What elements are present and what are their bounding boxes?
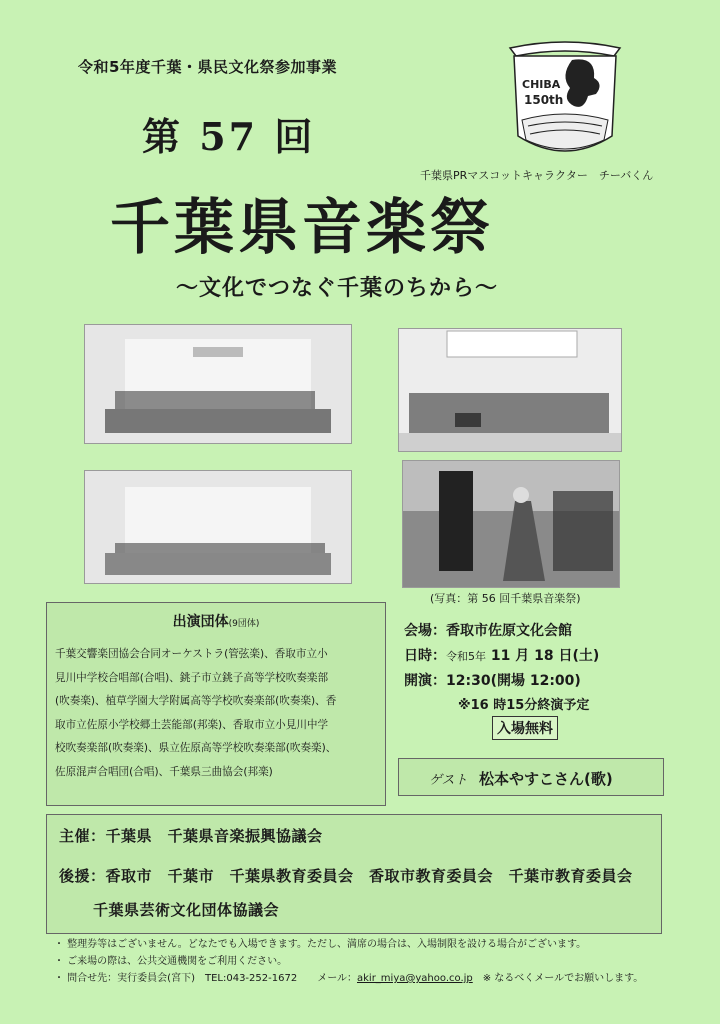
catchphrase: 〜文化でつなぐ千葉のちから〜 [176, 276, 499, 301]
admission-free-badge: 入場無料 [492, 716, 558, 740]
performers-line: 校吹奏楽部(吹奏楽)、県立佐原高等学校吹奏楽部(吹奏楽)、 [55, 742, 337, 755]
event-series-subtitle: 令和5年度千葉・県民文化祭参加事業 [78, 58, 337, 76]
date-main: 11 月 18 日(土) [486, 648, 600, 664]
contact-suffix: ※ なるべくメールでお願いします。 [472, 973, 644, 984]
date-label: 日時： [404, 648, 446, 664]
photo-ensemble-stage [84, 470, 352, 584]
performers-list [55, 643, 379, 785]
end-time: ※16 時15分終演予定 [458, 698, 590, 713]
contact-line [54, 970, 643, 987]
performers-line: 取市立佐原小学校郷土芸能部(邦楽)、香取市立小見川中学 [55, 718, 329, 731]
performers-box [46, 602, 386, 806]
note-line: ・ ご来場の際は、公共交通機関をご利用ください。 [54, 956, 288, 967]
logo-chiba-text: CHIBA [522, 78, 561, 91]
photo-caption: (写真：第 56 回千葉県音楽祭) [430, 592, 581, 605]
edition-number: 第 57 回 [142, 114, 316, 159]
notes [54, 936, 643, 987]
supporting-organizations: 後援：香取市 千葉市 千葉県教育委員会 香取市教育委員会 千葉市教育委員会 [59, 867, 633, 885]
photo-choir-stage [398, 328, 622, 452]
performers-line: 見川中学校合唱部(合唱)、銚子市立銚子高等学校吹奏楽部 [55, 671, 329, 684]
venue: 会場：香取市佐原文化会館 [404, 623, 572, 639]
guest-name: 松本やすこさん(歌) [479, 770, 613, 788]
supporting-organizations-2: 千葉県芸術文化団体協議会 [93, 901, 280, 919]
photo-orchestra-stage [84, 324, 352, 444]
host-organizers: 主催：千葉県 千葉県音楽振興協議会 [59, 827, 323, 845]
date-era: 令和5年 [446, 650, 486, 663]
mascot-caption: 千葉県PRマスコットキャラクター チーバくん [420, 169, 654, 182]
photo-singer-with-orchestra [402, 460, 620, 588]
guest-label: ゲスト [429, 773, 468, 788]
guest-box [398, 758, 664, 796]
start-time: 開演：12:30(開場 12:00) [404, 673, 581, 689]
performers-count: (9団体) [228, 619, 260, 629]
festival-title: 千葉県音楽祭 [110, 193, 494, 263]
contact-email-link[interactable]: akir_miya@yahoo.co.jp [357, 973, 473, 984]
logo-150th-text: 150th [524, 93, 564, 107]
note-line: ・ 整理券等はございません。どなたでも入場できます。ただし、満席の場合は、入場制限を設ける場合がございます。 [54, 939, 587, 950]
performers-title [47, 611, 385, 631]
performers-line: 千葉交響楽団協会合同オーケストラ(管弦楽)、香取市立小 [55, 648, 328, 660]
organizers-box [46, 814, 662, 934]
chiba-150th-logo [500, 36, 630, 168]
performers-title-text: 出演団体 [172, 614, 229, 630]
event-date [404, 645, 599, 665]
performers-line: (吹奏楽)、植草学園大学附属高等学校吹奏楽部(吹奏楽)、香 [55, 695, 337, 708]
performers-line: 佐原混声合唱団(合唱)、千葉県三曲協会(邦楽) [55, 765, 273, 778]
contact-prefix: ・ 問合せ先：実行委員会(宮下) TEL:043-252-1672 メール： [54, 973, 357, 984]
